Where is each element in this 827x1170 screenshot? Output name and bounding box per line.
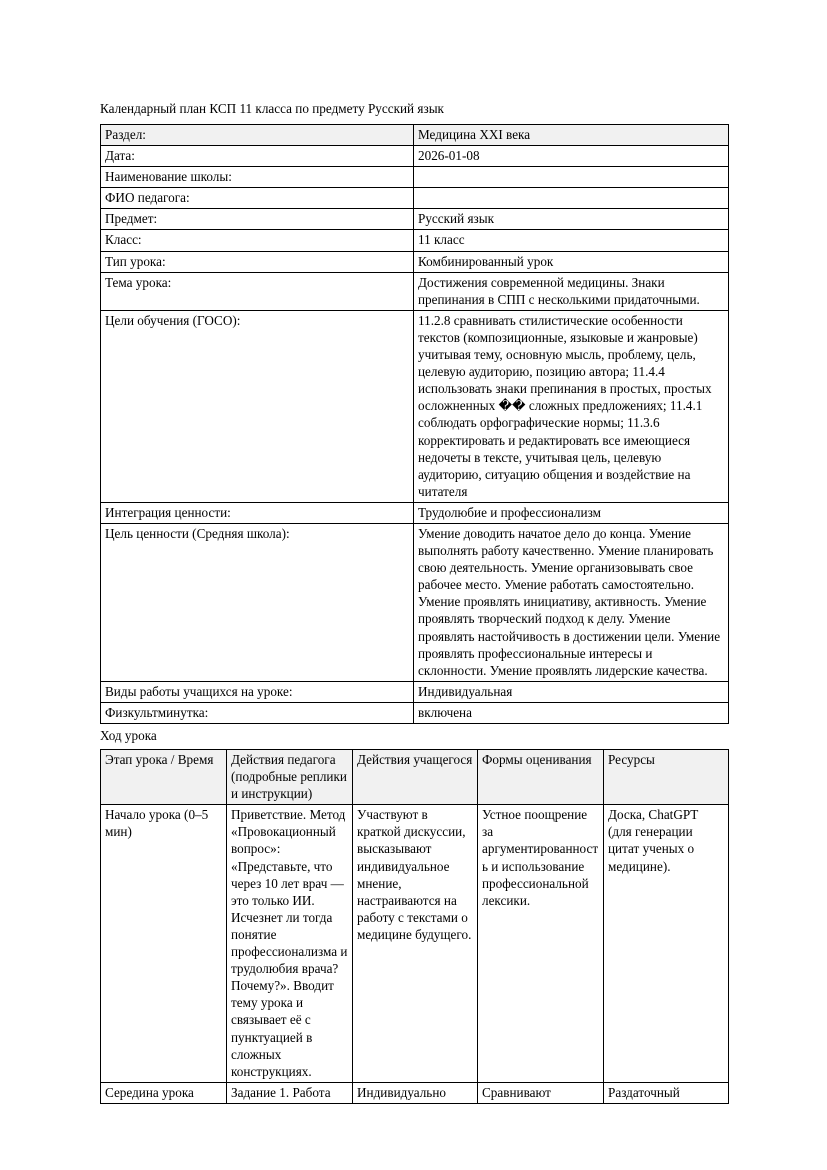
table-row: [101, 502, 729, 523]
info-value-cell: включена: [414, 702, 729, 723]
lesson-flow-body: [101, 805, 729, 1104]
info-value-cell: Достижения современной медицины. Знаки препинания в СПП с несколькими придаточными.: [414, 272, 729, 310]
info-value-cell: 2026-01-08: [414, 146, 729, 167]
info-value-cell: 11 класс: [414, 230, 729, 251]
table-row: [101, 146, 729, 167]
info-value-cell: Умение доводить начатое дело до конца. Умение выполнять работу качественно. Умение планировать свою деятельность. Умение организовывать свое рабочее место. Умение работать самостоятельно. Умение проявлять инициативу, активность. Умение проявлять творческий подход к делу. Умение проявлять настойчивость в достижении цели. Умение проявлять профессиональные интересы и склонности. Умение проявлять лидерские качества.: [414, 523, 729, 681]
column-header: Формы оценивания: [478, 750, 604, 805]
lesson-info-table: [100, 124, 729, 724]
table-header-row: [101, 750, 729, 805]
assessment-cell: Устное поощрение за аргументированность и использование профессиональной лексики.: [478, 805, 604, 1083]
info-label-cell: Предмет:: [101, 209, 414, 230]
info-value-cell: [414, 167, 729, 188]
info-value-cell: Медицина XXI века: [414, 125, 729, 146]
teacher-actions-cell: Задание 1. Работа: [227, 1082, 353, 1103]
lesson-flow-caption: Ход урока: [100, 728, 157, 743]
stage-cell: Середина урока: [101, 1082, 227, 1103]
column-header: Ресурсы: [604, 750, 729, 805]
table-row: [101, 125, 729, 146]
teacher-actions-cell: Приветствие. Метод «Провокационный вопрос»: «Представьте, что через 10 лет врач — это только ИИ. Исчезнет ли тогда понятие профессионализма и трудолюбия врача? Почему?». Вводит тему урока и связывает её с пунктуацией в сложных конструкциях.: [227, 805, 353, 1083]
info-label-cell: Дата:: [101, 146, 414, 167]
assessment-cell: Сравнивают: [478, 1082, 604, 1103]
info-label-cell: ФИО педагога:: [101, 188, 414, 209]
table-row: [101, 310, 729, 502]
lesson-info-body: [101, 125, 729, 724]
table-row: [101, 523, 729, 681]
resources-cell: Доска, ChatGPT (для генерации цитат ученых о медицине).: [604, 805, 729, 1083]
table-row: [101, 1082, 729, 1103]
info-label-cell: Наименование школы:: [101, 167, 414, 188]
info-value-cell: Русский язык: [414, 209, 729, 230]
info-label-cell: Раздел:: [101, 125, 414, 146]
table-row: [101, 209, 729, 230]
info-value-cell: [414, 188, 729, 209]
lesson-flow-head: [101, 750, 729, 805]
table-row: [101, 251, 729, 272]
info-value-cell: Индивидуальная: [414, 681, 729, 702]
table-row: [101, 188, 729, 209]
column-header: Этап урока / Время: [101, 750, 227, 805]
info-value-cell: Комбинированный урок: [414, 251, 729, 272]
info-label-cell: Тип урока:: [101, 251, 414, 272]
table-row: [101, 272, 729, 310]
table-row: [101, 167, 729, 188]
info-label-cell: Интеграция ценности:: [101, 502, 414, 523]
lesson-flow-table: [100, 749, 729, 1104]
page-title: Календарный план КСП 11 класса по предмету Русский язык: [100, 101, 444, 116]
table-row: [101, 702, 729, 723]
info-label-cell: Цель ценности (Средняя школа):: [101, 523, 414, 681]
resources-cell: Раздаточный: [604, 1082, 729, 1103]
info-label-cell: Тема урока:: [101, 272, 414, 310]
table-row: [101, 230, 729, 251]
table-row: [101, 805, 729, 1083]
student-actions-cell: Участвуют в краткой дискуссии, высказывают индивидуальное мнение, настраиваются на работу с текстами о медицине будущего.: [353, 805, 478, 1083]
stage-cell: Начало урока (0–5 мин): [101, 805, 227, 1083]
info-label-cell: Цели обучения (ГОСО):: [101, 310, 414, 502]
info-value-cell: Трудолюбие и профессионализм: [414, 502, 729, 523]
column-header: Действия педагога (подробные реплики и инструкции): [227, 750, 353, 805]
table-row: [101, 681, 729, 702]
column-header: Действия учащегося: [353, 750, 478, 805]
info-label-cell: Физкультминутка:: [101, 702, 414, 723]
info-label-cell: Класс:: [101, 230, 414, 251]
info-value-cell: 11.2.8 сравнивать стилистические особенности текстов (композиционные, языковые и жанровые) учитывая тему, основную мысль, проблему, цель, целевую аудиторию, позицию автора; 11.4.4 использовать знаки препинания в простых, простых осложненных �� сложных предложениях; 11.4.1 соблюдать орфографические нормы; 11.3.6 корректировать и редактировать все имеющиеся недочеты в тексте, учитывая цель, целевую аудиторию, ситуацию общения и воздействие на читателя: [414, 310, 729, 502]
info-label-cell: Виды работы учащихся на уроке:: [101, 681, 414, 702]
student-actions-cell: Индивидуально: [353, 1082, 478, 1103]
